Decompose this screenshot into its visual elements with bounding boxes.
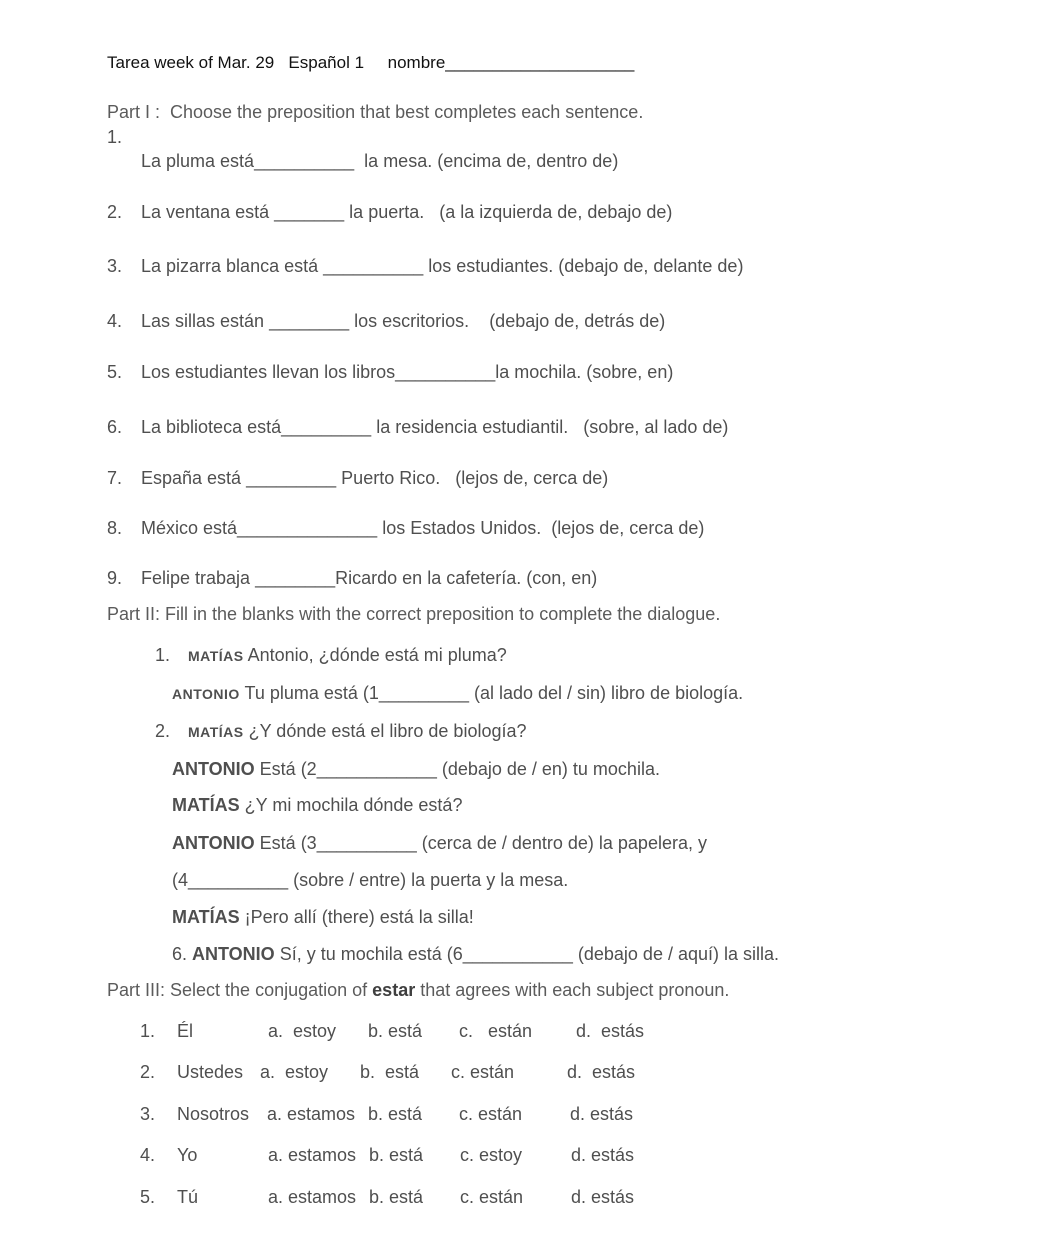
part3-pronoun: Tú: [177, 1187, 199, 1207]
speaker-name: ANTONIO: [172, 759, 255, 779]
option-d[interactable]: d. estás: [576, 1021, 645, 1041]
option-c[interactable]: c. están: [460, 1187, 524, 1207]
option-d[interactable]: d. estás: [571, 1187, 635, 1207]
option-a[interactable]: a. estamos: [268, 1187, 357, 1207]
speaker-name: MATÍAS: [188, 648, 244, 664]
option-b[interactable]: b. está: [369, 1187, 424, 1207]
speaker-name: MATÍAS: [188, 724, 244, 740]
part3-pronoun: Ustedes: [177, 1062, 244, 1082]
option-b[interactable]: b. está: [360, 1062, 420, 1082]
part1-heading: Part I : Choose the preposition that best completes each sentence.: [107, 102, 644, 122]
part1-item-text: Los estudiantes llevan los libros__________la mochila. (sobre, en): [141, 362, 674, 382]
option-b[interactable]: b. está: [368, 1104, 423, 1124]
part1-item-text: La pluma está__________ la mesa. (encima de, dentro de): [141, 151, 619, 171]
part1-item-number: 2.: [107, 202, 123, 222]
dialogue-line: [172, 758, 660, 780]
part1-item-number: 3.: [107, 256, 123, 276]
dialogue-line: [172, 943, 779, 965]
dialogue-text: Tu pluma está (1_________ (al lado del / sin) libro de biología.: [239, 683, 744, 703]
dialogue-line: [172, 832, 707, 854]
dialogue-number: 2.: [155, 721, 171, 741]
option-c[interactable]: c. estoy: [460, 1145, 523, 1165]
header-title: Tarea week of Mar. 29 Español 1 nombre: [107, 53, 446, 72]
part1-item-number: 4.: [107, 311, 123, 331]
dialogue-text: Antonio, ¿dónde está mi pluma?: [243, 645, 507, 665]
part1-item-number: 6.: [107, 417, 123, 437]
option-c[interactable]: c. están: [451, 1062, 515, 1082]
part1-item-text: Felipe trabaja ________Ricardo en la cafetería. (con, en): [141, 568, 598, 588]
part3-pronoun: Yo: [177, 1145, 198, 1165]
option-c[interactable]: c. están: [459, 1021, 533, 1041]
part3-item-number: 1.: [140, 1021, 156, 1041]
option-a[interactable]: a. estoy: [268, 1021, 337, 1041]
part3-heading-bold: estar: [372, 980, 416, 1000]
part1-item-number: 1.: [107, 127, 123, 147]
dialogue-line: [188, 644, 507, 667]
option-b[interactable]: b. está: [369, 1145, 424, 1165]
dialogue-line: [172, 794, 462, 816]
dialogue-line: [172, 906, 474, 928]
option-c[interactable]: c. están: [459, 1104, 523, 1124]
part1-item-text: España está _________ Puerto Rico. (lejos de, cerca de): [141, 468, 609, 488]
part1-item-text: La biblioteca está_________ la residencia estudiantil. (sobre, al lado de): [141, 417, 729, 437]
part1-item-text: México está______________ los Estados Unidos. (lejos de, cerca de): [141, 518, 705, 538]
part3-item-number: 4.: [140, 1145, 156, 1165]
worksheet-header: [107, 52, 634, 74]
part1-item-text: Las sillas están ________ los escritorios. (debajo de, detrás de): [141, 311, 666, 331]
option-a[interactable]: a. estamos: [267, 1104, 356, 1124]
part3-item-number: 5.: [140, 1187, 156, 1207]
speaker-name: ANTONIO: [172, 833, 255, 853]
part1-item-number: 9.: [107, 568, 123, 588]
part1-item-number: 5.: [107, 362, 123, 382]
part3-item-number: 2.: [140, 1062, 156, 1082]
option-d[interactable]: d. estás: [570, 1104, 634, 1124]
dialogue-text: Está (2____________ (debajo de / en) tu mochila.: [254, 759, 660, 779]
part1-item-number: 8.: [107, 518, 123, 538]
part1-item-number: 7.: [107, 468, 123, 488]
dialogue-line: [188, 720, 527, 743]
dialogue-prefix: 6.: [172, 944, 193, 964]
part2-heading: Part II: Fill in the blanks with the correct preposition to complete the dialogue.: [107, 604, 721, 624]
speaker-name: ANTONIO: [172, 686, 240, 702]
speaker-name: MATÍAS: [172, 907, 240, 927]
part3-heading-pre: Part III: Select the conjugation of: [107, 980, 373, 1000]
dialogue-text: (4__________ (sobre / entre) la puerta y la mesa.: [172, 870, 569, 890]
part1-item-text: La pizarra blanca está __________ los estudiantes. (debajo de, delante de): [141, 256, 744, 276]
part3-pronoun: Nosotros: [177, 1104, 250, 1124]
part3-item-number: 3.: [140, 1104, 156, 1124]
speaker-name: ANTONIO: [192, 944, 275, 964]
option-d[interactable]: d. estás: [571, 1145, 635, 1165]
part1-item-text: La ventana está _______ la puerta. (a la izquierda de, debajo de): [141, 202, 673, 222]
part3-heading: [107, 979, 729, 1001]
option-b[interactable]: b. está: [368, 1021, 423, 1041]
part3-pronoun: Él: [177, 1021, 194, 1041]
dialogue-number: 1.: [155, 645, 171, 665]
speaker-name: MATÍAS: [172, 795, 240, 815]
option-a[interactable]: a. estamos: [268, 1145, 357, 1165]
dialogue-text: ¡Pero allí (there) está la silla!: [239, 907, 474, 927]
option-d[interactable]: d. estás: [567, 1062, 636, 1082]
part3-heading-post: that agrees with each subject pronoun.: [415, 980, 730, 1000]
dialogue-text: ¿Y dónde está el libro de biología?: [243, 721, 527, 741]
dialogue-line: [172, 869, 568, 891]
dialogue-text: Sí, y tu mochila está (6___________ (debajo de / aquí) la silla.: [274, 944, 780, 964]
dialogue-text: ¿Y mi mochila dónde está?: [239, 795, 463, 815]
dialogue-text: Está (3__________ (cerca de / dentro de) la papelera, y: [254, 833, 707, 853]
option-a[interactable]: a. estoy: [260, 1062, 329, 1082]
dialogue-line: [172, 682, 743, 705]
name-blank[interactable]: ____________________: [445, 53, 635, 72]
